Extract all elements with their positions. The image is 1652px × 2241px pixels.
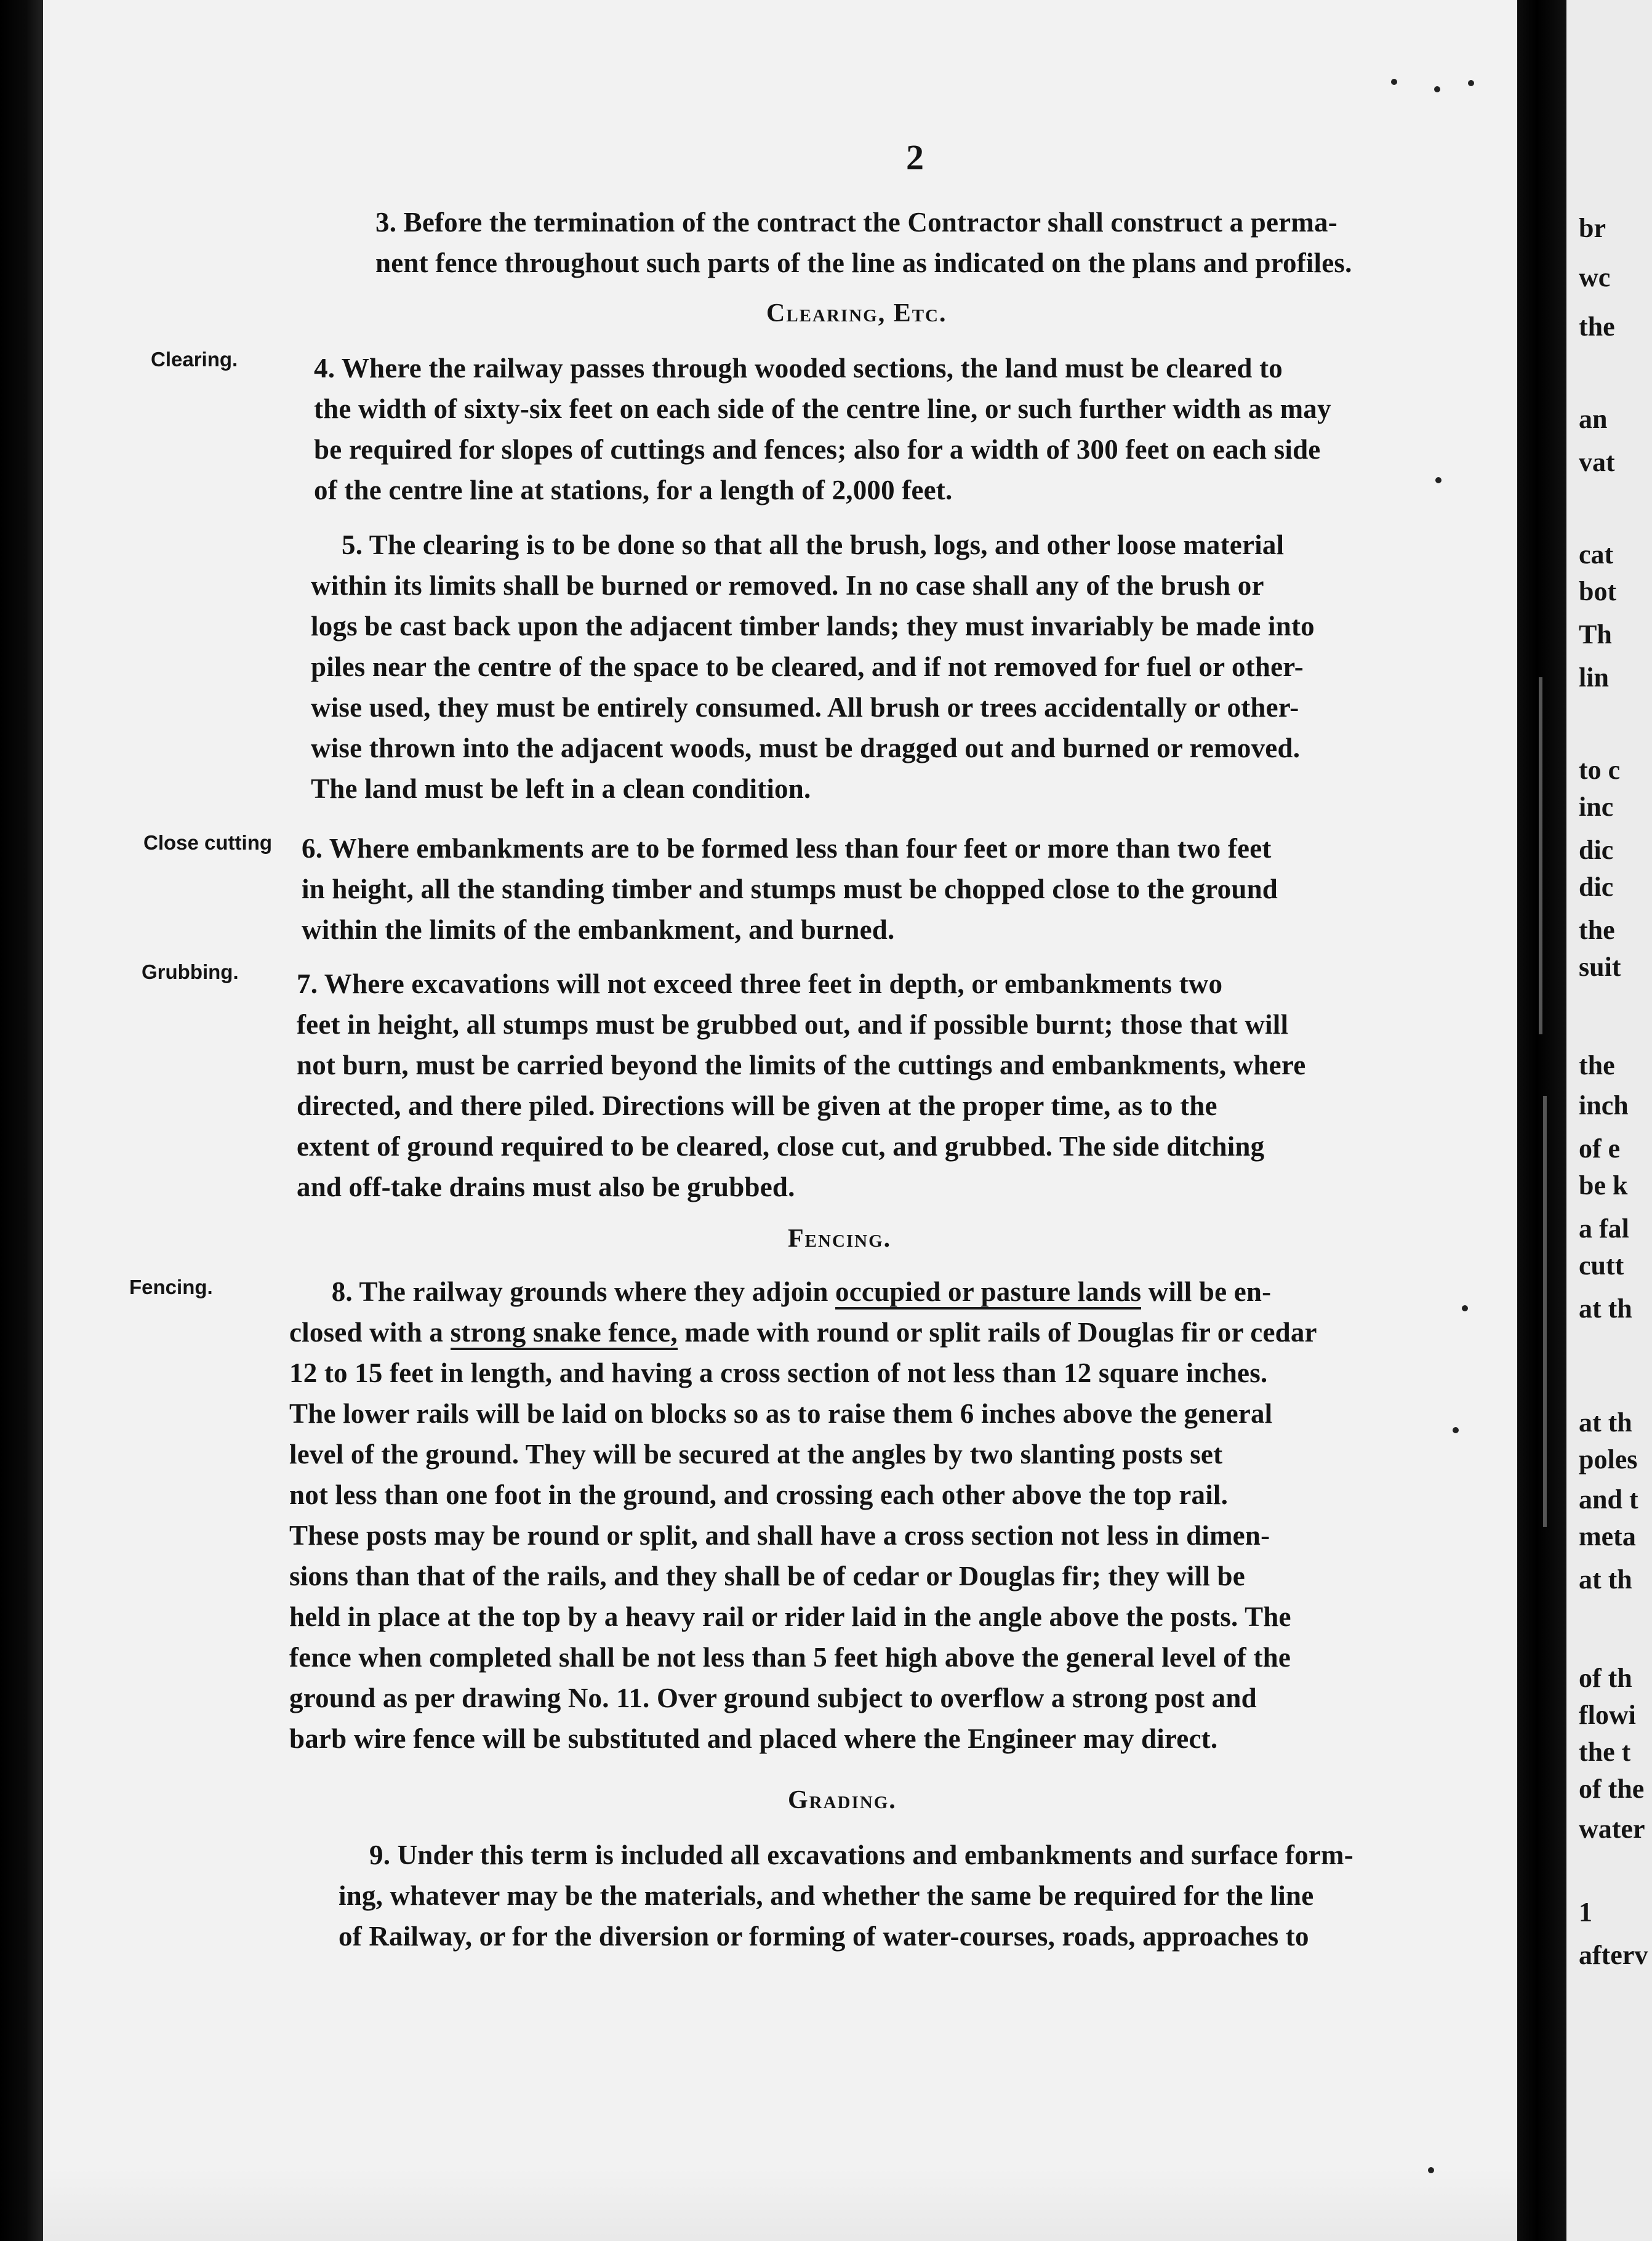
next-page-text-fragment: 1: [1579, 1897, 1592, 1927]
text-line: 12 to 15 feet in length, and having a cross section of not less than 12 square inches.: [289, 1358, 1268, 1388]
ink-speck: [1434, 86, 1440, 92]
next-page-text-fragment: of th: [1579, 1663, 1632, 1693]
next-page-text-fragment: inch: [1579, 1090, 1629, 1120]
page-edge-shade: [43, 2167, 1517, 2241]
text-line: wise thrown into the adjacent woods, must be dragged out and burned or removed.: [311, 733, 1301, 763]
text-line: ground as per drawing No. 11. Over ground subject to overflow a strong post and: [289, 1683, 1257, 1713]
next-page-text-fragment: poles: [1579, 1444, 1638, 1475]
gutter-crease: [1539, 677, 1542, 1034]
next-page-text-fragment: dic: [1579, 872, 1614, 902]
next-page-text-fragment: and t: [1579, 1484, 1638, 1515]
text-run: 8. The railway grounds where they adjoin: [331, 1276, 835, 1307]
next-page-edge: [1566, 0, 1652, 2241]
paragraph-8-line: [289, 1312, 1465, 1353]
paragraph-9: [339, 1835, 1465, 1957]
text-line: 4. Where the railway passes through wooded sections, the land must be cleared to: [314, 353, 1283, 384]
paragraph-7: [297, 964, 1472, 1207]
next-page-text-fragment: of e: [1579, 1133, 1621, 1164]
next-page-text-fragment: flowi: [1579, 1700, 1636, 1730]
paragraph-8-rest: [289, 1353, 1465, 1759]
underlined-occupied-pasture-lands: occupied or pasture lands: [835, 1276, 1141, 1310]
text-line: nent fence throughout such parts of the line as indicated on the plans and profiles.: [375, 247, 1352, 278]
text-line: of the centre line at stations, for a length of 2,000 feet.: [314, 475, 953, 505]
text-line: sions than that of the rails, and they shall be of cedar or Douglas fir; they will be: [289, 1561, 1245, 1591]
text-line: The land must be left in a clean condition.: [311, 773, 811, 804]
next-page-text-fragment: br: [1579, 213, 1606, 243]
heading-grading: Grading.: [788, 1786, 897, 1814]
next-page-text-fragment: dic: [1579, 835, 1614, 865]
text-run: closed with a: [289, 1317, 451, 1348]
paragraph-4: [314, 348, 1490, 510]
text-line: piles near the centre of the space to be cleared, and if not removed for fuel or other-: [311, 651, 1304, 682]
heading-fencing: Fencing.: [788, 1225, 892, 1253]
left-page-shadow: [0, 0, 43, 2241]
text-line: 3. Before the termination of the contract the Contractor shall construct a perma-: [375, 207, 1337, 238]
next-page-text-fragment: to c: [1579, 755, 1621, 785]
next-page-text-fragment: wc: [1579, 262, 1611, 292]
paragraph-8-line: [289, 1271, 1465, 1312]
text-line: within its limits shall be burned or removed. In no case shall any of the brush or: [311, 570, 1264, 601]
text-run: made with round or split rails of Douglas fir or cedar: [677, 1317, 1317, 1348]
text-line: logs be cast back upon the adjacent timber lands; they must invariably be made into: [311, 611, 1315, 642]
text-line: feet in height, all stumps must be grubbed out, and if possible burnt; those that will: [297, 1009, 1289, 1040]
text-line: The lower rails will be laid on blocks so as to raise them 6 inches above the general: [289, 1398, 1273, 1429]
text-line: fence when completed shall be not less than 5 feet high above the general level of the: [289, 1642, 1291, 1673]
gutter-crease: [1543, 1096, 1547, 1527]
document-page: [43, 0, 1517, 2241]
next-page-text-fragment: at th: [1579, 1294, 1632, 1324]
next-page-text-fragment: bot: [1579, 576, 1617, 606]
margin-note-grubbing: Grubbing.: [142, 960, 239, 983]
next-page-text-fragment: the: [1579, 915, 1615, 945]
underlined-strong-snake-fence: strong snake fence,: [451, 1317, 678, 1350]
text-line: of Railway, or for the diversion or forming of water-courses, roads, approaches to: [339, 1921, 1309, 1952]
paragraph-5: [311, 525, 1471, 809]
next-page-text-fragment: at th: [1579, 1564, 1632, 1595]
next-page-text-fragment: at th: [1579, 1407, 1632, 1438]
margin-note-clearing: Clearing.: [151, 348, 238, 371]
next-page-text-fragment: cat: [1579, 539, 1614, 569]
text-line: within the limits of the embankment, and burned.: [302, 914, 895, 945]
text-line: directed, and there piled. Directions will be given at the proper time, as to the: [297, 1090, 1217, 1121]
text-line: the width of sixty-six feet on each side of the centre line, or such further width as may: [314, 393, 1331, 424]
next-page-text-fragment: of the: [1579, 1774, 1645, 1804]
next-page-text-fragment: inc: [1579, 792, 1614, 822]
next-page-text-fragment: afterv: [1579, 1940, 1648, 1970]
ink-speck: [1453, 1427, 1459, 1433]
ink-speck: [1462, 1305, 1468, 1311]
next-page-text-fragment: Th: [1579, 619, 1612, 650]
text-line: 7. Where excavations will not exceed three feet in depth, or embankments two: [297, 968, 1223, 999]
ink-speck: [1468, 80, 1474, 86]
paragraph-6: [302, 828, 1474, 950]
next-page-text-fragment: the: [1579, 1050, 1615, 1080]
next-page-text-fragment: vat: [1579, 447, 1615, 477]
next-page-text-fragment: the t: [1579, 1737, 1631, 1767]
text-line: wise used, they must be entirely consumed. All brush or trees accidentally or other-: [311, 692, 1299, 723]
text-line: 5. The clearing is to be done so that all the brush, logs, and other loose material: [342, 529, 1285, 560]
next-page-text-fragment: a fal: [1579, 1213, 1629, 1244]
book-gutter: [1517, 0, 1566, 2241]
text-line: and off-take drains must also be grubbed.: [297, 1172, 795, 1202]
ink-speck: [1391, 79, 1397, 85]
text-line: These posts may be round or split, and shall have a cross section not less in dimen-: [289, 1520, 1270, 1551]
text-line: in height, all the standing timber and stumps must be chopped close to the ground: [302, 874, 1278, 904]
text-line: ing, whatever may be the materials, and whether the same be required for the line: [339, 1880, 1314, 1911]
text-line: not less than one foot in the ground, and crossing each other above the top rail.: [289, 1479, 1229, 1510]
margin-note-fencing: Fencing.: [129, 1276, 213, 1298]
ink-speck: [1435, 477, 1441, 483]
next-page-text-fragment: water: [1579, 1814, 1645, 1844]
text-line: barb wire fence will be substituted and placed where the Engineer may direct.: [289, 1723, 1218, 1754]
next-page-text-fragment: the: [1579, 312, 1615, 342]
text-line: extent of ground required to be cleared, close cut, and grubbed. The side ditching: [297, 1131, 1265, 1162]
next-page-text-fragment: suit: [1579, 952, 1621, 982]
next-page-text-fragment: meta: [1579, 1521, 1636, 1551]
text-line: be required for slopes of cuttings and fences; also for a width of 300 feet on each side: [314, 434, 1321, 465]
page-number: 2: [906, 137, 924, 177]
next-page-text-fragment: lin: [1579, 662, 1609, 693]
text-line: not burn, must be carried beyond the limits of the cuttings and embankments, where: [297, 1050, 1306, 1080]
text-line: 9. Under this term is included all excavations and embankments and surface form-: [369, 1840, 1353, 1870]
text-line: 6. Where embankments are to be formed less than four feet or more than two feet: [302, 833, 1272, 864]
text-line: held in place at the top by a heavy rail or rider laid in the angle above the posts. The: [289, 1601, 1291, 1632]
next-page-text-fragment: be k: [1579, 1170, 1628, 1201]
margin-note-close-cutting: Close cutting: [143, 831, 273, 854]
next-page-text-fragment: an: [1579, 404, 1608, 434]
next-page-text-fragment: cutt: [1579, 1250, 1624, 1281]
text-run: will be en-: [1141, 1276, 1272, 1307]
heading-clearing: Clearing, Etc.: [766, 299, 947, 328]
text-line: level of the ground. They will be secured at the angles by two slanting posts set: [289, 1439, 1223, 1470]
paragraph-3: [375, 202, 1483, 283]
paragraph-8: [289, 1271, 1465, 1759]
